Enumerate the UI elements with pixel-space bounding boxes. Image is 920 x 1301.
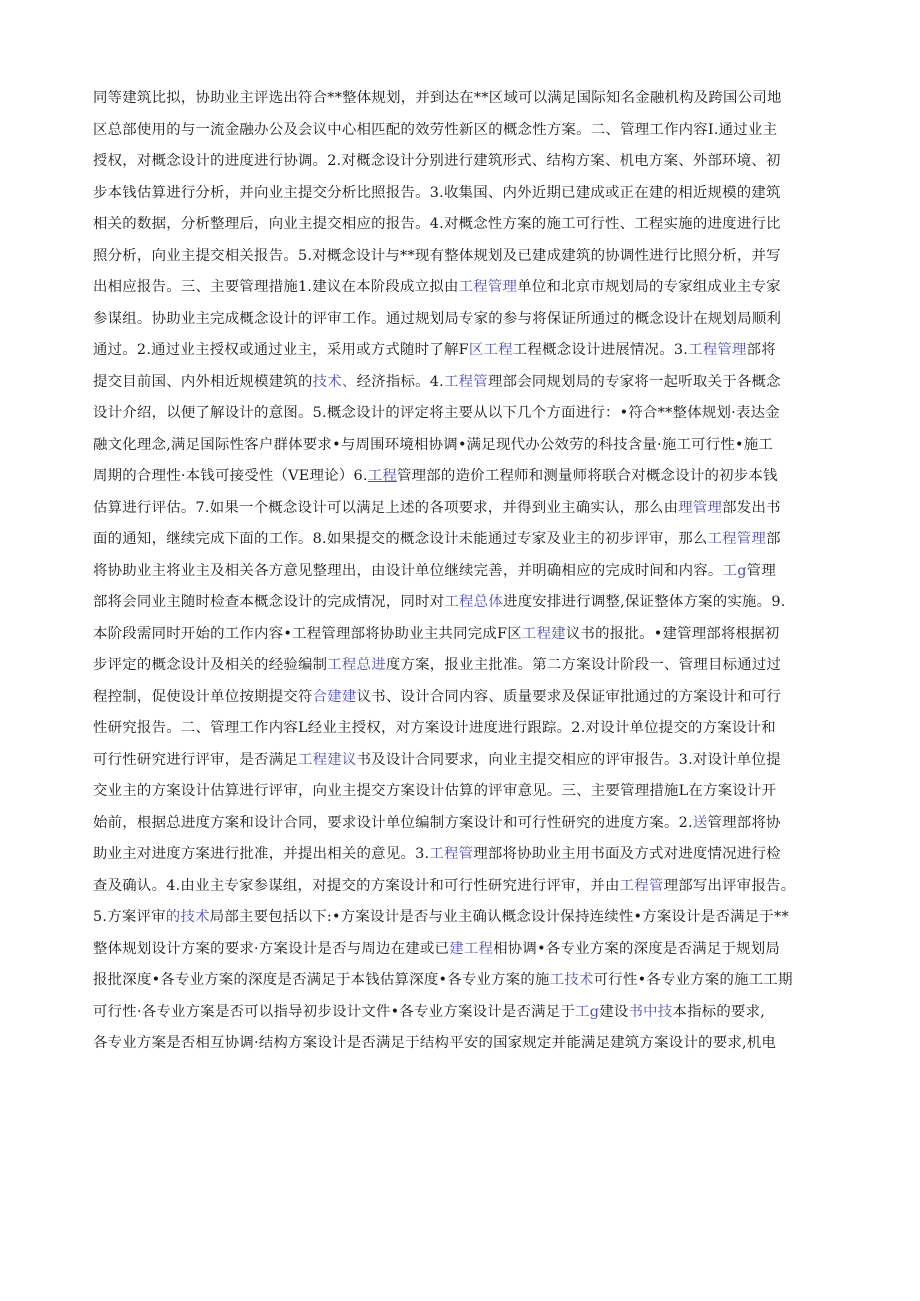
text-run: 管理 bbox=[746, 562, 776, 579]
text-run: 管理部将协 bbox=[707, 814, 781, 831]
text-line bbox=[93, 272, 833, 304]
text-run: 通过。2.通过业主授权或通过业主，采用或方式随时了解F bbox=[93, 342, 469, 358]
text-run: 建设 bbox=[599, 1003, 629, 1020]
text-run: 本指标的要求, bbox=[672, 1003, 766, 1020]
highlighted-term: 送 bbox=[692, 814, 708, 831]
text-run: 估算进行评估。7.如果一个概念设计可以满足上述的各项要求，并得到业主确实认，那么由 bbox=[93, 499, 679, 516]
highlighted-term: 理管理 bbox=[678, 499, 723, 516]
highlighted-term: 工程管 bbox=[619, 877, 664, 894]
highlighted-term: 工程总进 bbox=[327, 657, 386, 673]
text-run: 步本钱估算进行分析，并向业主提交分析比照报告。3.收集国、内外近期已建成或正在建的相近规模的建筑 bbox=[93, 184, 781, 201]
text-run: 书及设计合同要求，向业主提交相应的评审报告。3.对设计单位提 bbox=[356, 751, 781, 768]
text-run: 相关的数据，分析整理后，向业主提交相应的报告。4.对概念性方案的施工可行性、工程实施的进度进行比 bbox=[93, 216, 781, 232]
text-line bbox=[93, 1028, 833, 1060]
text-run: 周期的合理性·本钱可接受性（VE理论）6. bbox=[93, 468, 368, 484]
text-run: 可行性研究进行评审，是否满足 bbox=[93, 751, 298, 768]
text-run: 提交目前国、内外相近规模建筑的 bbox=[93, 373, 313, 390]
text-run: 部将 bbox=[746, 342, 776, 358]
text-run: 部发出书 bbox=[722, 499, 781, 516]
text-line bbox=[93, 776, 833, 808]
text-run: 出相应报告。三、主要管理措施1.建议在本阶段成立拟由 bbox=[93, 279, 459, 295]
text-run: 局部主要包括以下:•方案设计是否与业主确认概念设计保持连续性•方案设计是否满足于** bbox=[209, 909, 789, 925]
text-line bbox=[93, 335, 833, 367]
text-line bbox=[93, 146, 833, 178]
text-line bbox=[93, 682, 833, 714]
highlighted-term: 工g bbox=[722, 562, 747, 579]
text-line bbox=[93, 461, 833, 493]
text-run: 经济指标。4. bbox=[356, 373, 444, 390]
highlighted-term: 工程管理 bbox=[458, 279, 518, 295]
text-run: 交业主的方案设计估算进行评审，向业主提交方案设计估算的评审意见。三、主要管理措施L在方案设计开 bbox=[93, 783, 777, 799]
text-run: 进度安排进行调整,保证整体方案的实施。9. bbox=[502, 594, 786, 610]
text-line bbox=[93, 398, 833, 430]
text-line bbox=[93, 430, 833, 462]
highlighted-term: 工程总体 bbox=[444, 594, 503, 610]
text-run: 理部会同规划局的专家将一起听取关于各概念 bbox=[487, 373, 781, 390]
text-run: 单位和北京市规划局的专家组成业主专家 bbox=[517, 279, 781, 295]
highlighted-term: 工程管 bbox=[429, 846, 474, 862]
text-run: 议书、设计合同内容、质量要求及保证审批通过的方案设计和可行 bbox=[356, 688, 782, 705]
text-run: 将协助业主将业主及相关各方意见整理出，由设计单位继续完善，并明确相应的完成时间和内容。 bbox=[93, 562, 723, 579]
text-run: 始前，根据总进度方案和设计合同，要求设计单位编制方案设计和可行性研究的进度方案。2. bbox=[93, 814, 693, 831]
text-run: 设计介绍，以便了解设计的意图。5.概念设计的评定将主要从以下几个方面进行：•符合**整体规划·表达金 bbox=[93, 405, 780, 421]
text-line bbox=[93, 839, 833, 871]
highlighted-term: 工程管理 bbox=[707, 531, 767, 547]
text-run: 整体规划设计方案的要求·方案设计是否与周边在建或已 bbox=[93, 940, 450, 957]
highlighted-term: 工技术 bbox=[549, 972, 594, 988]
text-line bbox=[93, 115, 833, 147]
highlighted-term: 建工程 bbox=[449, 940, 494, 957]
text-run: 理部将协助业主用书面及方式对进度情况进行检 bbox=[473, 846, 781, 862]
text-run: 部 bbox=[766, 531, 781, 547]
text-run: 照分析，向业主提交相关报告。5.对概念设计与**现有整体规划及已建成建筑的协调性进行比照分析，并写 bbox=[93, 247, 781, 264]
text-run: 各专业方案是否相互协调·结构方案设计是否满足于结构平安的国家规定并能满足建筑方案设计的要求,机电 bbox=[93, 1035, 777, 1051]
text-run: 可行性·各专业方案是否可以指导初步设计文件•各专业方案设计是否满足于 bbox=[93, 1003, 576, 1020]
text-run: 授权，对概念设计的进度进行协调。2.对概念设计分别进行建筑形式、结构方案、机电方案、外部环境、初 bbox=[93, 153, 781, 169]
text-run: 理部写出评审报告。 bbox=[663, 877, 796, 894]
text-line bbox=[93, 934, 833, 966]
text-line bbox=[93, 808, 833, 840]
text-line bbox=[93, 619, 833, 651]
text-line bbox=[93, 902, 833, 934]
term-link[interactable]: 工程 bbox=[367, 468, 397, 484]
text-run: 助业主对进度方案进行批准，并提出相关的意见。3. bbox=[93, 846, 430, 862]
text-run: 融文化理念,满足国际性客户群体要求•与周围环境相协调•满足现代办公效劳的科技含量·施工可行性•施工 bbox=[93, 436, 774, 453]
text-line bbox=[93, 178, 833, 210]
text-line bbox=[93, 209, 833, 241]
text-run: 部将会同业主随时检查本概念设计的完成情况，同时对 bbox=[93, 594, 445, 610]
highlighted-term: 工程建议 bbox=[297, 751, 357, 768]
highlighted-term: 工g bbox=[575, 1003, 600, 1020]
text-run: 查及确认。4.由业主专家参谋组，对提交的方案设计和可行性研究进行评审，并由 bbox=[93, 877, 620, 894]
text-run: 报批深度•各专业方案的深度是否满足于本钱估算深度•各专业方案的施 bbox=[93, 972, 550, 988]
highlighted-term: 书中技 bbox=[628, 1003, 673, 1020]
text-run: 参谋组。协助业主完成概念设计的评审工作。通过规划局专家的参与将保证所通过的概念设计在规划局顺利 bbox=[93, 310, 782, 327]
text-run: 本阶段需同时开始的工作内容•工程管理部将协助业主共同完成F区 bbox=[93, 625, 522, 642]
text-line bbox=[93, 997, 833, 1029]
text-run: 度方案，报业主批准。第二方案设计阶段一、管理目标通过过 bbox=[385, 657, 782, 673]
highlighted-term: 工程管理 bbox=[688, 342, 747, 358]
highlighted-term: 工程管 bbox=[444, 373, 488, 390]
text-line bbox=[93, 587, 833, 619]
text-run: 可行性•各专业方案的施工工期 bbox=[593, 972, 793, 988]
text-line bbox=[93, 713, 833, 745]
text-run: 性研究报告。二、管理工作内容L经业主授权，对方案设计进度进行跟踪。2.对设计单位提交的方案设计和 bbox=[93, 720, 776, 736]
text-run: 相协调•各专业方案的深度是否满足于规划局 bbox=[493, 940, 781, 957]
text-run: 面的通知，继续完成下面的工作。8.如果提交的概念设计未能通过专家及业主的初步评审，那么 bbox=[93, 531, 708, 547]
text-line bbox=[93, 83, 833, 115]
text-run: 5.方案评审 bbox=[93, 909, 166, 925]
text-run: 同等建筑比拟，协助业主评选出符合**整体规划，并到达在**区域可以满足国际知名金融机构及跨国公司地 bbox=[93, 90, 782, 106]
text-run: 议书的报批。•建管理部将根据初 bbox=[565, 625, 780, 642]
highlighted-term: 合建建 bbox=[312, 688, 357, 705]
text-line bbox=[93, 304, 833, 336]
text-line bbox=[93, 241, 833, 273]
text-run: 程控制，促使设计单位按期提交符 bbox=[93, 688, 313, 705]
text-run: 管理部的造价工程师和测量师将联合对概念设计的初步本钱 bbox=[397, 468, 778, 484]
text-line bbox=[93, 524, 833, 556]
text-line bbox=[93, 650, 833, 682]
document-body bbox=[93, 83, 833, 1060]
text-run: 工程概念设计进展情况。3. bbox=[512, 342, 689, 358]
text-line bbox=[93, 871, 833, 903]
text-run: 步评定的概念设计及相关的经验编制 bbox=[93, 657, 328, 673]
text-line bbox=[93, 367, 833, 399]
text-line bbox=[93, 965, 833, 997]
highlighted-term: 的技术 bbox=[165, 909, 210, 925]
highlighted-term: 工程建 bbox=[521, 625, 566, 642]
text-line bbox=[93, 745, 833, 777]
text-line bbox=[93, 556, 833, 588]
highlighted-term: 区工程 bbox=[468, 342, 513, 358]
text-line bbox=[93, 493, 833, 525]
text-run: 区总部使用的与一流金融办公及会议中心相匹配的效劳性新区的概念性方案。二、管理工作内容I.通过业主 bbox=[93, 121, 778, 138]
highlighted-term: 技术、 bbox=[312, 373, 357, 390]
